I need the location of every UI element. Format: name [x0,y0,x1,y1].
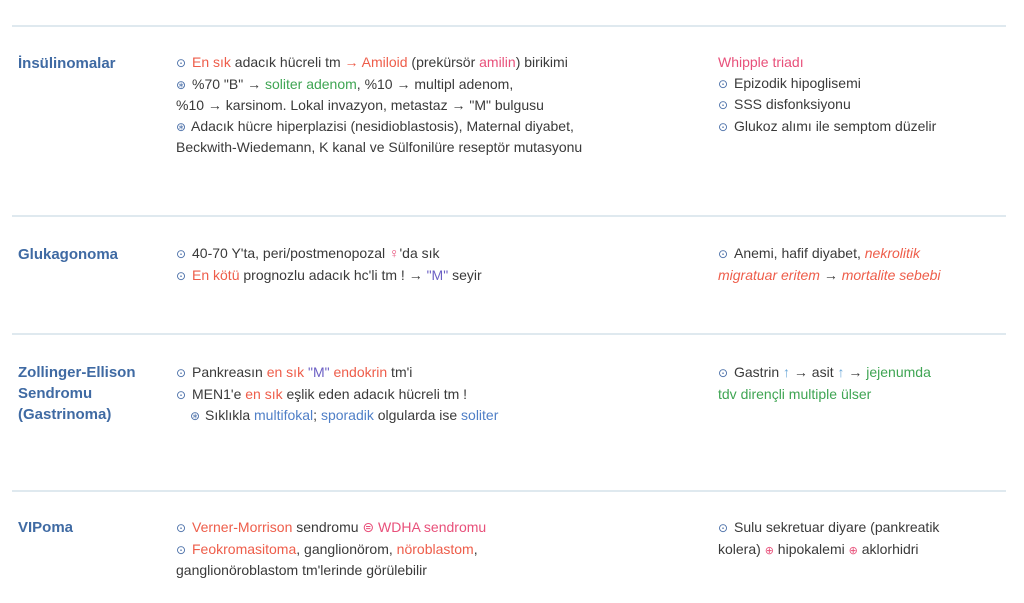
text: asit [811,364,838,380]
text-highlight: endokrin [329,364,388,380]
divider [12,215,1006,217]
text: karsinom. Lokal invazyon, metastaz [221,97,452,113]
text-highlight: Amiloid [358,54,408,70]
plus-circle-icon: ⊕ [764,544,774,557]
text: , ganglionörom, [296,540,397,557]
text: eşlik eden adacık hücreli tm ! [282,385,468,402]
text-highlight: nekrolitik [864,245,920,261]
text: 'da sık [399,245,440,261]
row-title: Glukagonoma [18,246,119,263]
line [176,517,696,539]
text: SSS disfonksiyonu [734,96,851,112]
arrow-icon: → [844,364,867,380]
text-highlight: mortalite sebebi [837,266,941,283]
circle-bullet-icon: ⊙ [176,56,187,70]
text: prognozlu adacık hc'li tm ! [239,266,409,283]
line [176,405,696,427]
divider [12,333,1006,335]
row-findings [718,243,1014,285]
circle-bullet-icon: ⊙ [718,76,729,91]
text: %10 [176,97,208,113]
female-icon: ♀ [388,245,400,261]
line [176,74,696,96]
row-title: İnsülinomalar [18,55,116,72]
text: Epizodik hipoglisemi [734,74,861,91]
whipple-title: Whipple triadı [718,54,804,70]
title-line: Zollinger-Ellison [18,364,136,381]
line [176,95,696,116]
row-title: VIPoma [18,519,74,536]
text-highlight: "M" [422,266,449,283]
text: Gastrin [734,364,784,380]
text: bulgusu [490,97,544,113]
text: Pankreasın [192,364,267,380]
text-highlight: migratuar eritem [718,266,824,283]
up-arrow-icon: ↑ [783,364,791,380]
text: , [473,540,478,557]
list-item [718,116,1014,138]
divider [12,490,1006,492]
circle-bullet-icon: ⊙ [718,366,729,380]
line [176,243,696,265]
circle-bullet-icon: ⊙ [176,247,187,261]
line [718,539,1014,562]
text-highlight: en sık [266,364,305,380]
divider [12,25,1006,27]
text: MEN1'e [192,385,246,402]
arrow-icon: → [207,97,222,113]
circle-bullet-icon: ⊙ [718,98,729,112]
line [176,116,696,138]
row-description [176,362,696,427]
line: ganglionöroblastom tm'lerinde görülebilir [176,562,427,578]
row-findings [718,52,1014,137]
text: Glukoz alımı ile semptom düzelir [734,117,937,134]
plus-bullet-icon: ⊛ [190,409,201,423]
text-highlight: WDHA sendromu [374,519,487,535]
row-findings [718,362,1014,404]
text: adacık hücreli tm [230,54,345,70]
text-highlight: en sık [245,385,283,402]
plus-bullet-icon: ⊛ [176,77,187,92]
text-highlight: nöroblastom [396,540,474,557]
list-item [718,73,1014,95]
text: tm'i [387,364,413,380]
text: Adacık hücre hiperplazisi (nesidioblastosis), Maternal diyabet, [191,117,574,134]
title-line: (Gastrinoma) [18,406,112,423]
circle-bullet-icon: ⊙ [718,247,729,261]
text-highlight: soliter adenom [261,75,357,92]
line [176,265,696,287]
text-highlight: En sık [192,54,231,70]
circle-bullet-icon: ⊙ [176,366,187,380]
line [718,362,1014,384]
row-findings [718,517,1014,561]
text: hipokalemi [773,540,849,557]
text: multipl adenom, [410,75,514,92]
circle-bullet-icon: ⊙ [176,268,187,283]
text-highlight: soliter [461,407,499,423]
plus-bullet-icon: ⊛ [176,119,187,134]
arrow-icon: → [344,54,359,70]
arrow-icon: → [790,364,812,380]
text: , %10 [356,75,397,92]
text: (prekürsör [407,54,480,70]
line [718,517,1014,539]
text-highlight: multifokal [254,407,314,423]
row-description [176,243,696,286]
text: Sulu sekretuar diyare (pankreatik [734,519,940,535]
circle-bullet-icon: ⊙ [176,387,187,402]
row-title [18,362,168,425]
line [176,384,696,406]
circle-bullet-icon: ⊙ [176,521,187,535]
text: olgularda ise [373,407,462,423]
line [176,52,696,74]
text-highlight: amilin [479,54,516,70]
circle-bullet-icon: ⊙ [718,521,729,535]
arrow-icon: → [396,75,411,92]
circle-bullet-icon: ⊙ [176,542,187,557]
arrow-icon: → [247,75,262,92]
text: %70 "B" [192,75,248,92]
text: kolera) [718,540,765,557]
text-highlight: Feokromasitoma [192,540,297,557]
text-highlight: jejenumda [866,364,931,380]
list-item [718,94,1014,116]
text-highlight: Verner-Morrison [192,519,293,535]
text: 40-70 Y'ta, peri/postmenopozal [192,245,389,261]
text: sendromu [292,519,363,535]
line [718,265,1014,286]
text: ; [313,407,321,423]
line [176,362,696,384]
line: Beckwith-Wiedemann, K kanal ve Sülfonilüre reseptör mutasyonu [176,139,583,155]
arrow-icon: → [823,266,838,283]
equals-circle-icon: ⊜ [362,519,375,535]
text: Sıklıkla [205,407,255,423]
title-line: Sendromu [18,385,93,402]
text: aklorhidri [857,540,919,557]
text-highlight: En kötü [192,266,240,283]
text: ) birikimi [515,54,568,70]
text: seyir [448,266,482,283]
line [176,539,696,561]
arrow-icon: → [451,97,466,113]
circle-bullet-icon: ⊙ [718,119,729,134]
plus-circle-icon: ⊕ [848,544,858,557]
arrow-icon: → [408,266,423,283]
line: tdv dirençli multiple ülser [718,385,872,402]
up-arrow-icon: ↑ [837,364,845,380]
text-highlight: "M" [304,364,330,380]
row-description [176,517,696,581]
row-description [176,52,696,158]
text: "M" [465,97,491,113]
text-highlight: sporadik [320,407,374,423]
text: Anemi, hafif diyabet, [734,245,865,261]
line [718,243,1014,265]
